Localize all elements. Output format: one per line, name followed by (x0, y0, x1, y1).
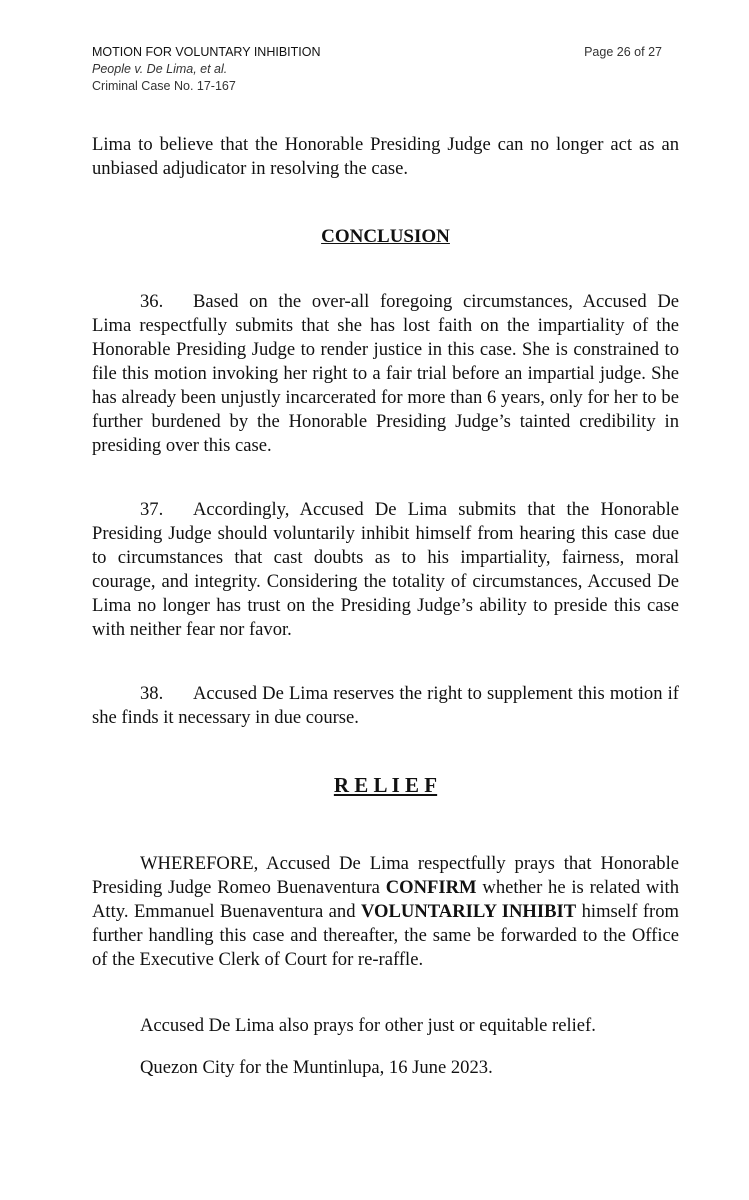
prayer-bold-inhibit: VOLUNTARILY INHIBIT (360, 901, 577, 922)
page-of: of (634, 45, 645, 59)
prayer-paragraph (92, 852, 679, 972)
page-label: Page (584, 45, 614, 59)
continuation-paragraph: Lima to believe that the Honorable Presiding Judge can no longer act as an unbiased adjudicator in resolving the case. (92, 134, 679, 179)
paragraph-text: Accordingly, Accused De Lima submits that the Honorable Presiding Judge should voluntarily inhibit himself from hearing this case due to circumstances that cast doubts as to his impartiality, fairness, moral courage, and integrity. Considering the totality of circumstances, Accused De Lima no longer has trust on the Presiding Judge’s ability to preside this case with neither fear nor favor. (92, 499, 679, 640)
paragraph-number: 38. (140, 683, 164, 704)
page-total: 27 (648, 45, 662, 59)
paragraph-38 (92, 682, 679, 730)
paragraph-text: Based on the over-all foregoing circumstances, Accused De Lima respectfully submits that she has lost faith on the impartiality of the Honorable Presiding Judge to render justice in this case. She is constrained to file this motion invoking her right to a fair trial before an impartial judge. She has already been unjustly incarcerated for more than 6 years, only for her to be further burdened by the Honorable Presiding Judge’s tainted credibility in presiding over this case. (92, 291, 679, 456)
document-title: MOTION FOR VOLUNTARY INHIBITION (92, 45, 321, 59)
place-date-line: Quezon City for the Muntinlupa, 16 June 2023. (140, 1057, 493, 1078)
case-caption: People v. De Lima, et al. (92, 62, 228, 76)
prayer-text-3: himself from further handling this case and thereafter, the same be forwarded to the Office of the Executive Clerk of Court for re-raffle. (92, 901, 680, 970)
prayer-bold-confirm: CONFIRM (385, 877, 477, 898)
paragraph-text: Accused De Lima reserves the right to supplement this motion if she finds it necessary in due course. (92, 683, 679, 728)
other-relief-paragraph: Accused De Lima also prays for other just or equitable relief. (140, 1015, 596, 1036)
paragraph-36 (92, 290, 679, 458)
page-header (92, 44, 662, 95)
prayer-text-2: whether he is related with Atty. Emmanuel Buenaventura and (92, 877, 679, 922)
conclusion-heading: CONCLUSION (321, 226, 450, 247)
page-current: 26 (616, 45, 631, 59)
paragraph-37 (92, 498, 679, 642)
paragraph-number: 36. (140, 291, 164, 312)
prayer-text-1: WHEREFORE, Accused De Lima respectfully prays that Honorable Presiding Judge Romeo Buenaventura (92, 853, 679, 898)
page-number (584, 44, 662, 61)
paragraph-number: 37. (140, 499, 164, 520)
case-number: Criminal Case No. 17-167 (92, 79, 236, 93)
relief-heading: R E L I E F (333, 773, 438, 797)
